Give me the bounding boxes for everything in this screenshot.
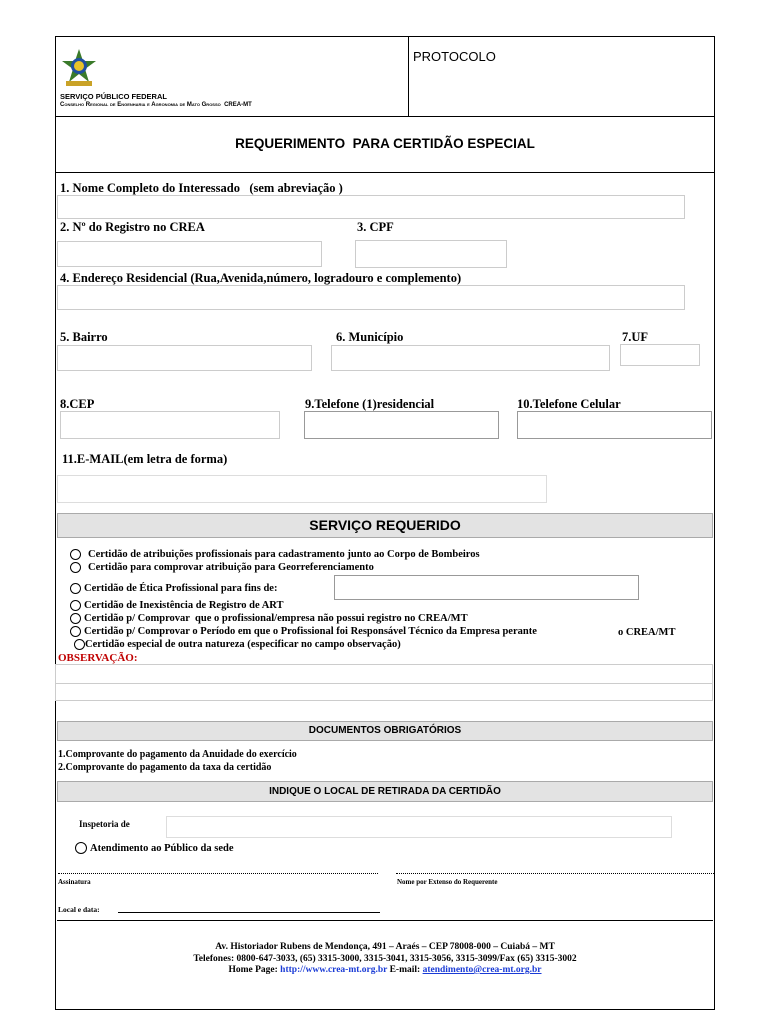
radio-circle[interactable]: [70, 583, 81, 594]
servico-heading: SERVIÇO REQUERIDO: [309, 517, 461, 533]
cpf-input[interactable]: [355, 240, 507, 268]
retirada-heading-bar: [57, 781, 713, 802]
nome-extenso-label: Nome por Extenso do Requerente: [397, 878, 498, 886]
option-text: Certidão p/ Comprovar o Período em que o Profissional foi Responsável Técnico da Empresa perante: [84, 626, 537, 637]
option-text: Certidão para comprovar atribuição para Georreferenciamento: [88, 562, 374, 573]
endereco-input[interactable]: [57, 285, 685, 310]
label-bairro: 5. Bairro: [60, 330, 108, 344]
option-georref[interactable]: [70, 562, 374, 573]
bairro-input[interactable]: [57, 345, 312, 371]
coat-of-arms-logo: [60, 48, 98, 88]
org-line2: [60, 102, 252, 108]
email-input[interactable]: [57, 475, 547, 503]
registro-input[interactable]: [57, 241, 322, 267]
local-data-label: Local e data:: [58, 905, 100, 914]
label-cpf: 3. CPF: [357, 220, 394, 234]
label-celular: 10.Telefone Celular: [517, 397, 621, 411]
label-registro: 2. Nº do Registro no CREA: [60, 220, 205, 234]
telefone-input[interactable]: [304, 411, 499, 439]
option-text: Certidão especial de outra natureza (especificar no campo observação): [85, 639, 401, 650]
org-line1: SERVIÇO PÚBLICO FEDERAL: [60, 92, 167, 101]
title-bottom-line: [55, 172, 715, 173]
option-text: Certidão de Inexistência de Registro de ART: [84, 600, 284, 611]
email-link[interactable]: atendimento@crea-mt.org.br: [422, 965, 542, 975]
radio-circle[interactable]: [74, 639, 85, 650]
org-full-name: Conselho Regional de Engenharia e Agronomia de Mato Grosso: [60, 102, 221, 108]
observacao-input-1[interactable]: [55, 664, 713, 684]
radio-circle[interactable]: [70, 613, 81, 624]
radio-circle[interactable]: [70, 562, 81, 573]
inspetoria-input[interactable]: [166, 816, 672, 838]
footer-phones: Telefones: 0800-647-3033, (65) 3315-3000, 3315-3041, 3315-3056, 3315-3099/Fax (65) 3315-3002: [193, 954, 577, 964]
header-divider: [408, 36, 409, 116]
home-page-link[interactable]: http://www.crea-mt.org.br: [280, 965, 388, 975]
observacao-label: OBSERVAÇÃO:: [58, 652, 138, 664]
radio-circle[interactable]: [70, 626, 81, 637]
option-text: Certidão de Ética Profissional para fins de:: [84, 583, 278, 594]
footer-separator: [57, 920, 713, 921]
footer-web: [55, 965, 715, 975]
local-data-line: [118, 912, 380, 913]
option-periodo-suffix: o CREA/MT: [618, 627, 676, 638]
label-endereco: 4. Endereço Residencial (Rua,Avenida,número, logradouro e complemento): [60, 271, 462, 285]
nome-extenso-line: [396, 873, 714, 874]
servico-heading-bar: [57, 513, 713, 538]
header-bottom-line: [55, 116, 715, 117]
protocol-label: PROTOCOLO: [413, 49, 496, 64]
assinatura-label: Assinatura: [58, 878, 91, 886]
option-outra-natureza[interactable]: [74, 639, 401, 650]
option-bombeiros[interactable]: [70, 549, 480, 560]
etica-fins-input[interactable]: [334, 575, 639, 600]
page-title: REQUERIMENTO PARA CERTIDÃO ESPECIAL: [235, 136, 535, 151]
option-etica[interactable]: [70, 583, 277, 594]
nome-input[interactable]: [57, 195, 685, 219]
option-atendimento-sede[interactable]: [75, 842, 234, 854]
label-telefone: 9.Telefone (1)residencial: [305, 397, 435, 411]
inspetoria-label: Inspetoria de: [79, 819, 130, 829]
label-email: 11.E-MAIL(em letra de forma): [62, 452, 228, 466]
radio-circle[interactable]: [75, 842, 87, 854]
assinatura-line: [58, 873, 378, 874]
documentos-heading: DOCUMENTOS OBRIGATÓRIOS: [308, 725, 462, 736]
uf-input[interactable]: [620, 344, 700, 366]
radio-circle[interactable]: [70, 549, 81, 560]
celular-input[interactable]: [517, 411, 712, 439]
observacao-input-2[interactable]: [55, 683, 713, 701]
email-label: E-mail:: [389, 965, 421, 975]
option-text: Atendimento ao Público da sede: [90, 842, 234, 854]
option-text: Certidão de atribuições profissionais para cadastramento junto ao Corpo de Bombeiros: [88, 549, 480, 560]
option-periodo[interactable]: [70, 626, 537, 637]
footer-address: Av. Historiador Rubens de Mendonça, 491 – Araés – CEP 78008-000 – Cuiabá – MT: [215, 942, 555, 952]
documentos-heading-bar: [57, 721, 713, 741]
documento-item-2: 2.Comprovante do pagamento da taxa da certidão: [58, 762, 272, 773]
documento-item-1: 1.Comprovante do pagamento da Anuidade do exercício: [58, 749, 297, 760]
option-nao-registro[interactable]: [70, 613, 468, 624]
municipio-input[interactable]: [331, 345, 610, 371]
label-municipio: 6. Município: [336, 330, 404, 344]
radio-circle[interactable]: [70, 600, 81, 611]
cep-input[interactable]: [60, 411, 280, 439]
org-abbrev: CREA-MT: [224, 102, 252, 108]
home-page-label: Home Page:: [228, 965, 278, 975]
option-text: Certidão p/ Comprovar que o profissional/empresa não possui registro no CREA/MT: [84, 613, 468, 624]
retirada-heading: INDIQUE O LOCAL DE RETIRADA DA CERTIDÃO: [269, 786, 501, 797]
label-nome: 1. Nome Completo do Interessado (sem abreviação ): [60, 181, 343, 195]
option-inexistencia[interactable]: [70, 600, 284, 611]
label-cep: 8.CEP: [60, 397, 95, 411]
label-uf: 7.UF: [622, 330, 649, 344]
